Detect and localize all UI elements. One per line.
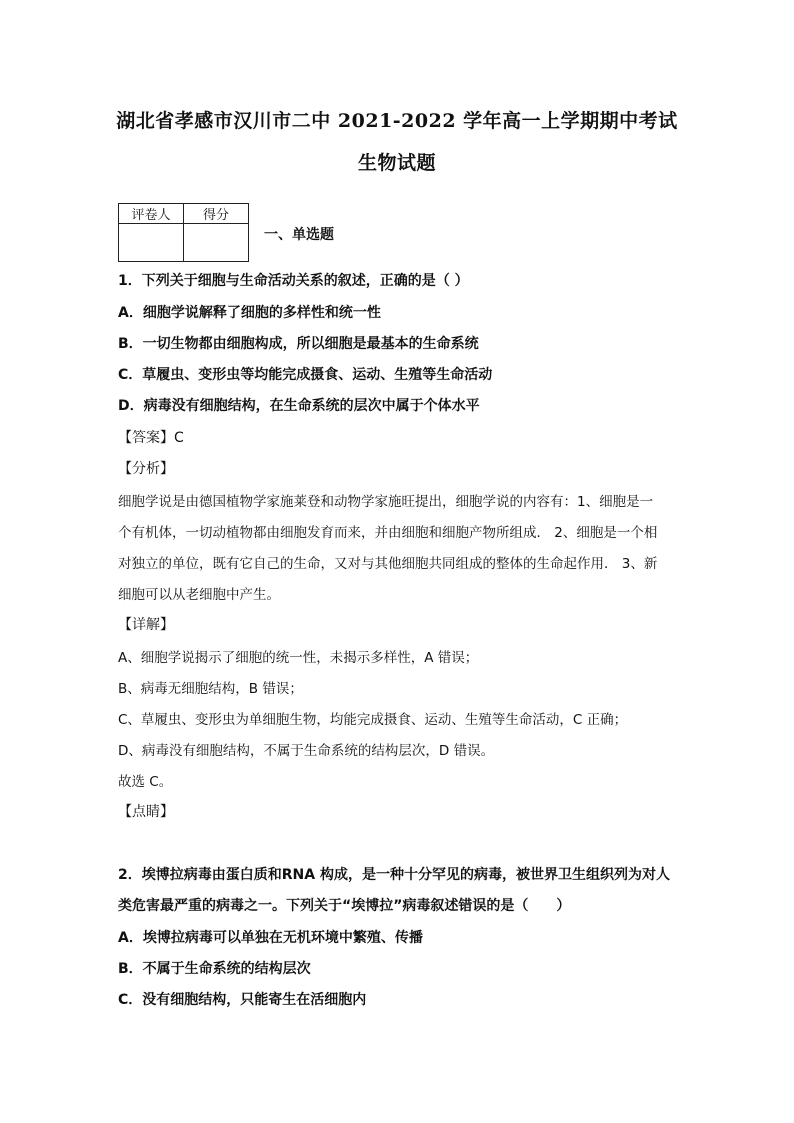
q1-option-c: C．草履虫、变形虫等均能完成摄食、运动、生殖等生命活动	[118, 367, 493, 383]
answer-label: 【答案】	[118, 430, 174, 446]
exam-title: 湖北省孝感市汉川市二中 2021-2022 学年高一上学期期中考试	[116, 110, 678, 132]
score-header: 得分	[184, 204, 249, 224]
q1-option-d: D．病毒没有细胞结构，在生命系统的层次中属于个体水平	[118, 398, 480, 414]
analysis-line: 细胞学说是由德国植物学家施莱登和动物学家施旺提出，细胞学说的内容有：1、细胞是一	[118, 494, 654, 510]
q2-stem-line: 2．埃博拉病毒由蛋白质和RNA 构成，是一种十分罕见的病毒，被世界卫生组织列为对人	[118, 867, 670, 883]
section-title: 一、单选题	[264, 227, 334, 243]
detail-line: C、草履虫、变形虫为单细胞生物，均能完成摄食、运动、生殖等生命活动，C 正确；	[118, 712, 628, 728]
detail-line: 故选 C。	[118, 774, 173, 790]
detail-line: B、病毒无细胞结构，B 错误；	[118, 681, 303, 697]
q1-answer-line	[118, 427, 184, 447]
answer-value: C	[174, 430, 184, 446]
detail-label: 【详解】	[118, 617, 174, 633]
comment-label: 【点睛】	[118, 804, 174, 820]
q1-option-b: B．一切生物都由细胞构成，所以细胞是最基本的生命系统	[118, 336, 479, 352]
q2-option-c: C．没有细胞结构，只能寄生在活细胞内	[118, 992, 367, 1008]
q1-option-a: A．细胞学说解释了细胞的多样性和统一性	[118, 305, 381, 321]
analysis-line: 对独立的单位，既有它自己的生命，又对与其他细胞共同组成的整体的生命起作用． 3、新	[118, 556, 658, 572]
analysis-line: 个有机体，一切动植物都由细胞发育而来，并由细胞和细胞产物所组成． 2、细胞是一个相	[118, 525, 658, 541]
analysis-label: 【分析】	[118, 461, 174, 477]
exam-subtitle: 生物试题	[357, 152, 436, 174]
q2-stem-line: 类危害最严重的病毒之一。下列关于“埃博拉”病毒叙述错误的是（ ）	[118, 898, 571, 914]
score-table	[118, 203, 249, 262]
detail-line: A、细胞学说揭示了细胞的统一性，未揭示多样性，A 错误；	[118, 650, 479, 666]
grader-cell	[119, 224, 184, 262]
q2-option-b: B．不属于生命系统的结构层次	[118, 961, 311, 977]
analysis-line: 细胞可以从老细胞中产生。	[118, 587, 280, 603]
detail-line: D、病毒没有细胞结构，不属于生命系统的结构层次，D 错误。	[118, 743, 495, 759]
q1-stem: 1．下列关于细胞与生命活动关系的叙述，正确的是（ ）	[118, 273, 469, 289]
grader-header: 评卷人	[119, 204, 184, 224]
q2-option-a: A．埃博拉病毒可以单独在无机环境中繁殖、传播	[118, 930, 423, 946]
score-cell	[184, 224, 249, 262]
